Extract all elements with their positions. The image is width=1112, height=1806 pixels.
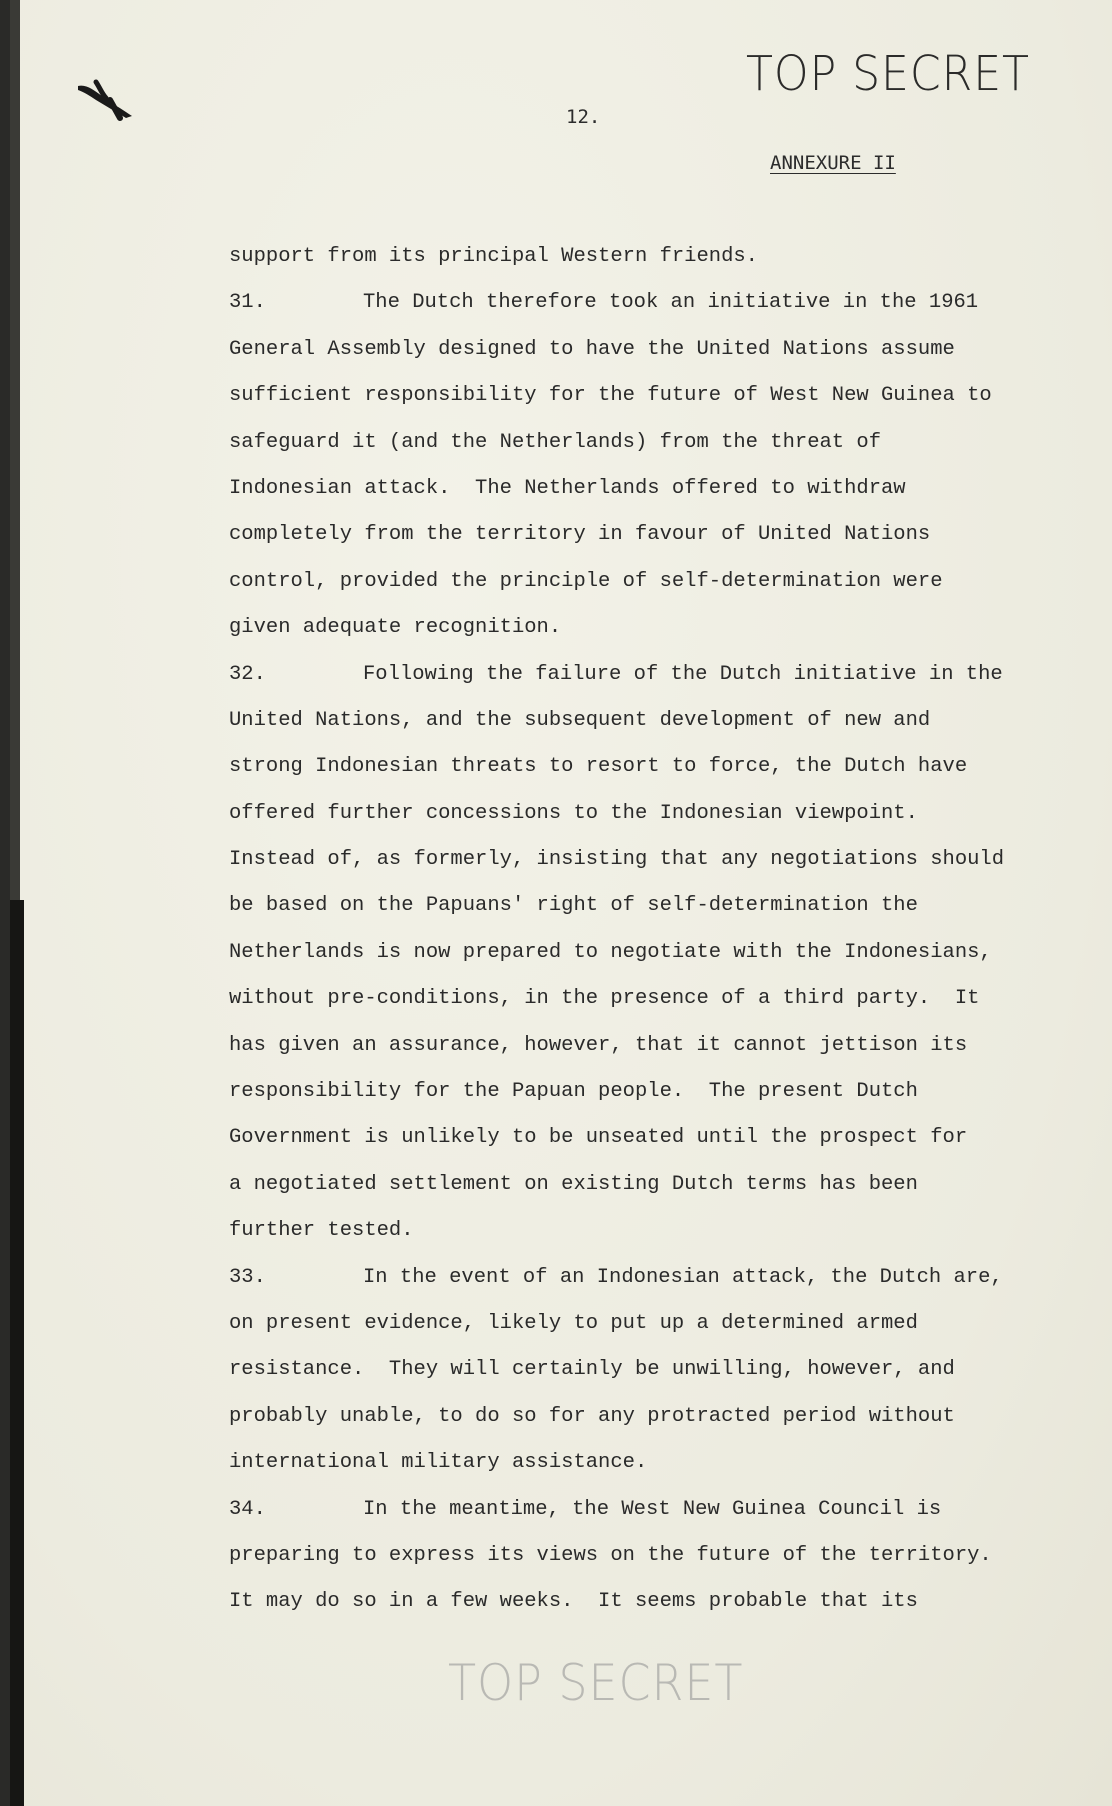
text-line: General Assembly designed to have the United Nations assume: [229, 337, 955, 361]
text-line: In the event of an Indonesian attack, the Dutch are,: [363, 1265, 1003, 1289]
text-line: Netherlands is now prepared to negotiate with the Indonesians,: [229, 940, 992, 964]
scan-edge-shadow-lower: [10, 900, 24, 1806]
top-secret-stamp-footer: TOP SECRET: [448, 1654, 744, 1712]
text-line: control, provided the principle of self-determination were: [229, 569, 943, 593]
text-line: It may do so in a few weeks. It seems probable that its: [229, 1590, 918, 1614]
paragraph-31-first-line: [229, 280, 1109, 326]
text-line: a negotiated settlement on existing Dutch terms has been: [229, 1172, 918, 1196]
text-line: Following the failure of the Dutch initiative in the: [363, 662, 1003, 686]
text-line: without pre-conditions, in the presence of a third party. It: [229, 987, 980, 1011]
text-line: given adequate recognition.: [229, 616, 562, 640]
text-line: resistance. They will certainly be unwilling, however, and: [229, 1358, 955, 1382]
text-line: strong Indonesian threats to resort to force, the Dutch have: [229, 755, 968, 779]
scan-edge-shadow: [10, 0, 20, 900]
text-line: Instead of, as formerly, insisting that any negotiations should: [229, 848, 1005, 872]
page-number: 12.: [566, 106, 601, 128]
paragraph-number: 33.: [229, 1265, 266, 1289]
text-line: preparing to express its views on the future of the territory.: [229, 1543, 992, 1567]
handwritten-mark-icon: [76, 78, 136, 122]
paragraph-32-first-line: [229, 652, 1109, 698]
text-line: further tested.: [229, 1219, 414, 1243]
text-line: international military assistance.: [229, 1451, 648, 1475]
annexure-heading: ANNEXURE II: [770, 152, 896, 174]
document-page: [10, 0, 1112, 1806]
text-line: United Nations, and the subsequent development of new and: [229, 708, 931, 732]
text-line: offered further concessions to the Indonesian viewpoint.: [229, 801, 918, 825]
text-line: support from its principal Western friends.: [229, 245, 758, 268]
text-line: In the meantime, the West New Guinea Council is: [363, 1497, 942, 1521]
text-line: safeguard it (and the Netherlands) from the threat of: [229, 430, 882, 454]
paragraph-33-first-line: [229, 1255, 1109, 1301]
paragraph-number: 34.: [229, 1497, 266, 1521]
text-line: probably unable, to do so for any protracted period without: [229, 1404, 955, 1428]
text-line: on present evidence, likely to put up a determined armed: [229, 1311, 918, 1335]
text-line: Government is unlikely to be unseated until the prospect for: [229, 1126, 968, 1150]
text-line: sufficient responsibility for the future of West New Guinea to: [229, 384, 992, 408]
paragraph-number: 32.: [229, 662, 266, 686]
text-line: Indonesian attack. The Netherlands offered to withdraw: [229, 476, 906, 500]
text-line: responsibility for the Papuan people. The present Dutch: [229, 1080, 918, 1104]
text-line: The Dutch therefore took an initiative in the 1961: [363, 291, 979, 315]
text-line: completely from the territory in favour of United Nations: [229, 523, 931, 547]
paragraph-number: 31.: [229, 291, 266, 315]
body-text: [229, 234, 1109, 1626]
text-line: be based on the Papuans' right of self-determination the: [229, 894, 918, 918]
paragraph-34-first-line: [229, 1487, 1109, 1533]
top-secret-stamp: TOP SECRET: [746, 46, 1030, 102]
text-line: has given an assurance, however, that it cannot jettison its: [229, 1033, 968, 1057]
